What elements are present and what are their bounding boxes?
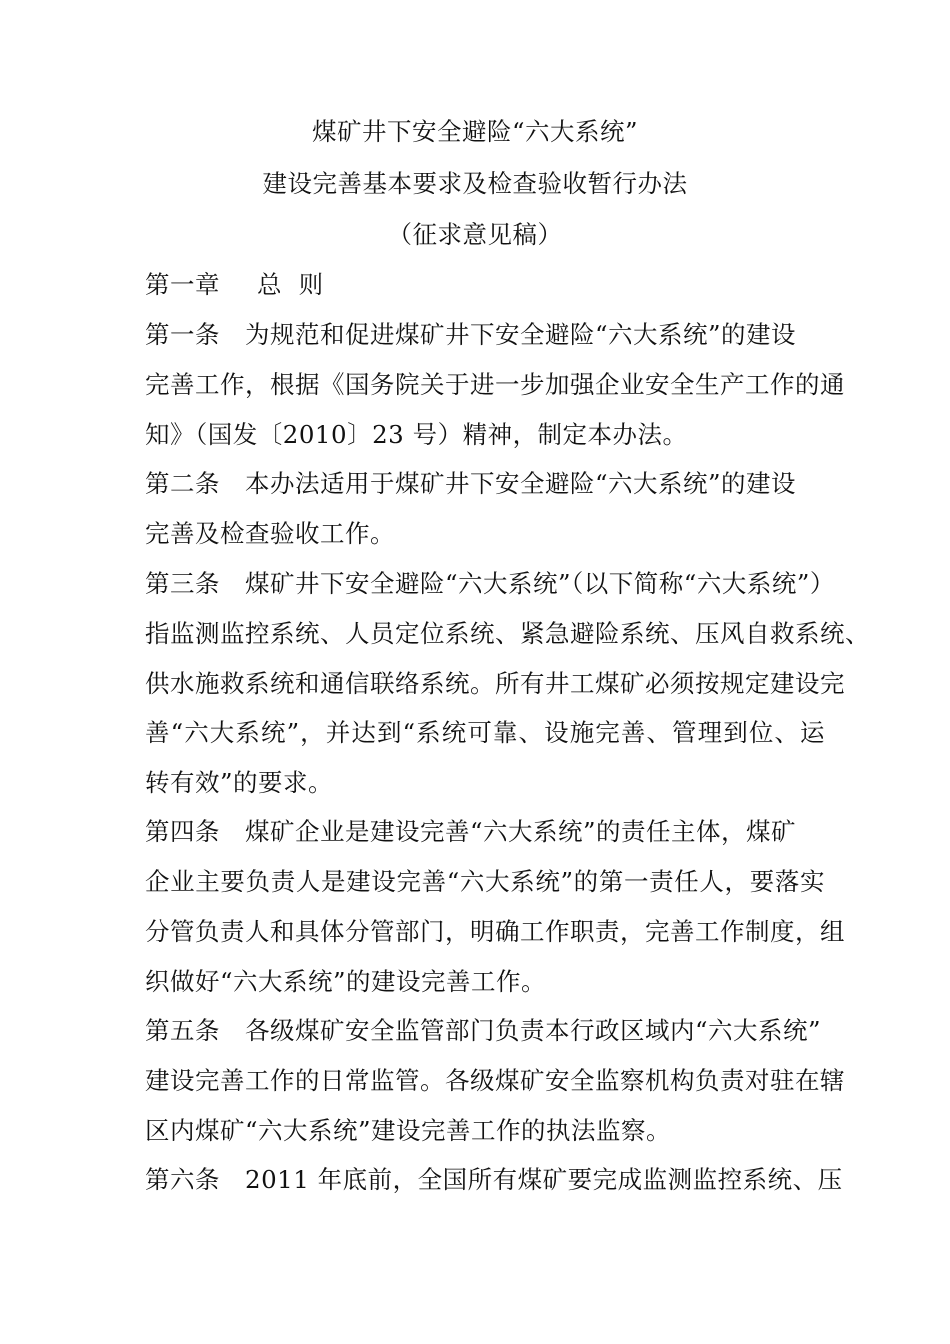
article-text: 2011 年底前，全国所有煤矿要完成监测监控系统、压 — [245, 1165, 843, 1194]
article-text: 为规范和促进煤矿井下安全避险“六大系统”的建设 — [245, 320, 797, 349]
article-3-line-4: 善“六大系统”，并达到“系统可靠、设施完善、管理到位、运 — [145, 718, 825, 747]
article-text: 煤矿企业是建设完善“六大系统”的责任主体，煤矿 — [245, 817, 797, 846]
article-1-line-1 — [145, 320, 825, 350]
article-2-line-1 — [145, 469, 825, 499]
title-line-1: 煤矿井下安全避险“六大系统” — [311, 117, 639, 146]
article-5-line-2: 建设完善工作的日常监管。各级煤矿安全监察机构负责对驻在辖 — [145, 1066, 845, 1095]
article-6-line-1 — [145, 1165, 843, 1195]
article-5-line-1 — [145, 1016, 825, 1046]
article-4-line-1 — [145, 817, 825, 847]
article-3-line-1 — [145, 569, 835, 599]
article-text: 煤矿井下安全避险“六大系统”（以下简称“六大系统”） — [245, 569, 835, 598]
article-5-line-3: 区内煤矿“六大系统”建设完善工作的执法监察。 — [145, 1116, 672, 1145]
article-label: 第一条 — [145, 320, 220, 349]
article-label: 第五条 — [145, 1016, 220, 1045]
title-line-2: 建设完善基本要求及检查验收暂行办法 — [262, 169, 688, 198]
article-4-line-4: 织做好“六大系统”的建设完善工作。 — [145, 967, 547, 996]
subtitle: （征求意见稿） — [387, 220, 563, 249]
chapter-label: 第一章 — [145, 270, 220, 299]
article-label: 第四条 — [145, 817, 220, 846]
article-3-line-3: 供水施救系统和通信联络系统。所有井工煤矿必须按规定建设完 — [145, 669, 845, 698]
article-3-line-2: 指监测监控系统、人员定位系统、紧急避险系统、压风自救系统、 — [145, 619, 870, 648]
article-1-line-2: 完善工作，根据《国务院关于进一步加强企业安全生产工作的通 — [145, 370, 845, 399]
article-2-line-2: 完善及检查验收工作。 — [145, 519, 395, 548]
article-text: 各级煤矿安全监管部门负责本行政区域内“六大系统” — [245, 1016, 822, 1045]
chapter-title: 总 则 — [257, 270, 324, 299]
article-text: 本办法适用于煤矿井下安全避险“六大系统”的建设 — [245, 469, 797, 498]
article-label: 第三条 — [145, 569, 220, 598]
article-label: 第六条 — [145, 1165, 220, 1194]
article-label: 第二条 — [145, 469, 220, 498]
article-4-line-2: 企业主要负责人是建设完善“六大系统”的第一责任人，要落实 — [145, 867, 825, 896]
article-4-line-3: 分管负责人和具体分管部门，明确工作职责，完善工作制度，组 — [145, 917, 845, 946]
chapter-heading — [145, 270, 825, 300]
article-3-line-5: 转有效”的要求。 — [145, 768, 334, 797]
article-1-line-3: 知》（国发〔2010〕23 号）精神，制定本办法。 — [145, 420, 688, 449]
